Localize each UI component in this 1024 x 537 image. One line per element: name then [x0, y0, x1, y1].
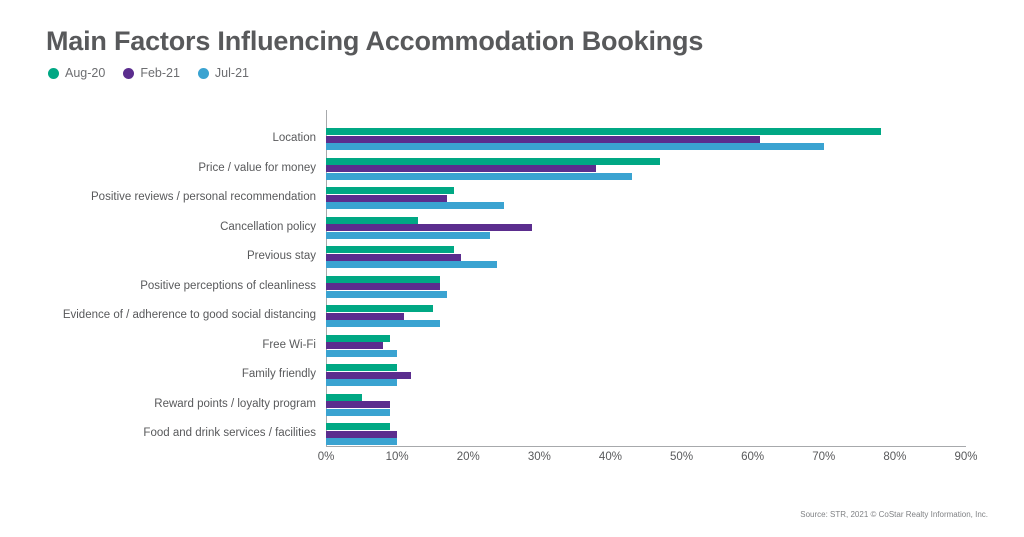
category-label: Location: [272, 132, 316, 144]
category-label: Food and drink services / facilities: [143, 427, 316, 439]
bar: [326, 320, 440, 327]
category-label: Family friendly: [241, 368, 316, 380]
bar: [326, 283, 440, 290]
bar: [326, 401, 390, 408]
bar: [326, 438, 397, 445]
bar: [326, 232, 490, 239]
legend-swatch-icon: [198, 68, 209, 79]
x-tick-label: 10%: [385, 451, 409, 463]
legend-label: Jul-21: [214, 66, 249, 80]
legend-label: Aug-20: [65, 66, 106, 80]
bar: [326, 136, 760, 143]
category-label: Positive reviews / personal recommendation: [91, 191, 316, 203]
bar: [326, 202, 504, 209]
legend-item-aug20[interactable]: [48, 66, 105, 80]
bar: [326, 409, 390, 416]
x-tick-label: 90%: [954, 451, 978, 463]
bar: [326, 217, 418, 224]
bar: [326, 364, 397, 371]
legend-item-jul21[interactable]: [198, 66, 249, 80]
bar: [326, 335, 390, 342]
bar: [326, 173, 632, 180]
bars-region: [326, 110, 966, 430]
x-tick-label: 80%: [883, 451, 907, 463]
y-axis-category-labels: [0, 110, 324, 439]
bar: [326, 313, 404, 320]
x-tick-label: 30%: [527, 451, 551, 463]
x-tick-label: 60%: [741, 451, 765, 463]
plot-area: [0, 110, 1024, 470]
bar: [326, 128, 881, 135]
chart-legend: [48, 66, 249, 80]
bar: [326, 187, 454, 194]
category-label: Price / value for money: [198, 161, 316, 174]
chart-title: Main Factors Influencing Accommodation Bookings: [46, 26, 704, 56]
x-tick-label: 20%: [456, 451, 480, 463]
x-axis-tick-labels: [0, 451, 1024, 471]
bar: [326, 143, 824, 150]
bar: [326, 261, 497, 268]
bar: [326, 394, 362, 401]
bar: [326, 254, 461, 261]
category-label: Cancellation policy: [220, 220, 316, 233]
bar: [326, 165, 596, 172]
category-label: Free Wi-Fi: [262, 338, 316, 351]
bar: [326, 195, 447, 202]
bar: [326, 276, 440, 283]
category-label: Reward points / loyalty program: [154, 397, 316, 410]
source-note: Source: STR, 2021 © CoStar Realty Information, Inc.: [800, 510, 988, 519]
bar: [326, 423, 390, 430]
legend-label: Feb-21: [140, 66, 180, 80]
legend-item-feb21[interactable]: [123, 66, 180, 80]
bar: [326, 350, 397, 357]
category-label: Previous stay: [246, 250, 316, 262]
bar: [326, 379, 397, 386]
bar: [326, 224, 532, 231]
category-label: Evidence of / adherence to good social distancing: [62, 309, 316, 321]
x-tick-label: 0%: [317, 451, 335, 463]
bar: [326, 158, 660, 165]
x-tick-label: 70%: [812, 451, 836, 463]
bar: [326, 342, 383, 349]
bar: [326, 431, 397, 438]
x-axis-line: [326, 446, 966, 447]
bar: [326, 305, 433, 312]
bar: [326, 246, 454, 253]
x-tick-label: 50%: [670, 451, 694, 463]
x-tick-label: 40%: [598, 451, 622, 463]
legend-swatch-icon: [123, 68, 134, 79]
category-label: Positive perceptions of cleanliness: [140, 279, 316, 292]
legend-swatch-icon: [48, 68, 59, 79]
bar: [326, 291, 447, 298]
bar: [326, 372, 411, 379]
